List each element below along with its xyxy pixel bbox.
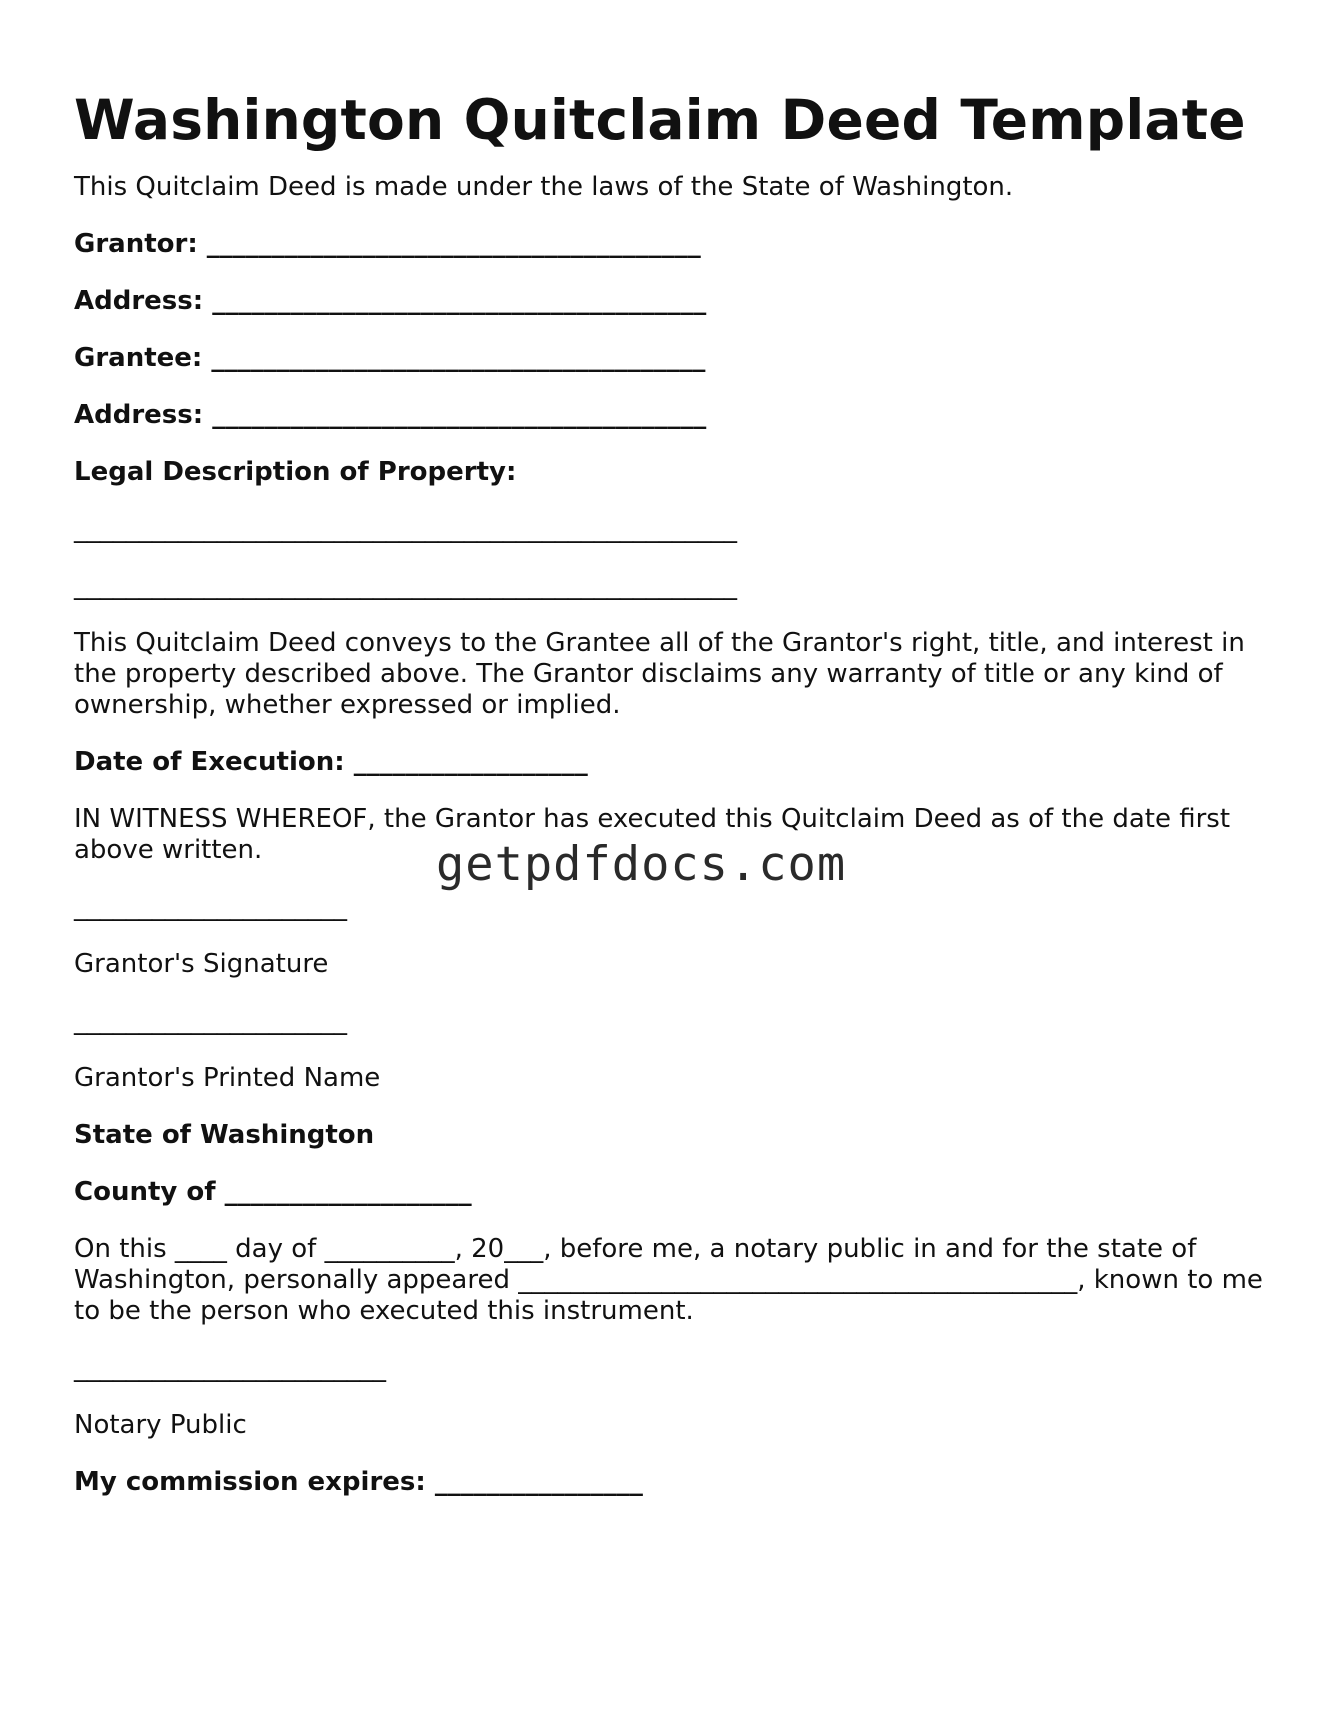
county-field: County of ___________________ <box>74 1177 472 1207</box>
commission-expires-field: My commission expires: ________________ <box>74 1467 643 1497</box>
printed-name-line: _____________________ <box>74 1006 347 1036</box>
printed-name-label: Grantor's Printed Name <box>74 1063 381 1093</box>
grantor-address-field: Address: ______________________________________ <box>74 286 707 316</box>
date-of-execution-field: Date of Execution: __________________ <box>74 747 588 777</box>
conveyance-text: This Quitclaim Deed conveys to the Grantee all of the Grantor's right, title, and interest in the property described above. The Grantor disclaims any warranty of title or any kind of ownership, whether expressed or implied. <box>74 628 1254 720</box>
watermark: getpdfdocs.com <box>436 837 847 892</box>
notary-signature-line: ________________________ <box>74 1353 386 1383</box>
document-page <box>74 88 1274 1498</box>
notary-text: On this ____ day of __________, 20___, before me, a notary public in and for the state of Washington, personally appeared ___________________________________________, known to me to be the person who executed this instrument. <box>74 1234 1272 1326</box>
legal-description-label: Legal Description of Property: <box>74 457 517 487</box>
document-title: Washington Quitclaim Deed Template <box>74 88 1246 152</box>
notary-label: Notary Public <box>74 1410 247 1440</box>
signature-label: Grantor's Signature <box>74 949 329 979</box>
grantee-field: Grantee: ______________________________________ <box>74 343 706 373</box>
witness-text: IN WITNESS WHEREOF, the Grantor has executed this Quitclaim Deed as of the date first above written. <box>74 804 1239 865</box>
state-heading: State of Washington <box>74 1120 375 1150</box>
grantor-field: Grantor: ______________________________________ <box>74 229 701 259</box>
legal-description-line: ___________________________________________________ <box>74 571 737 601</box>
legal-description-line: ___________________________________________________ <box>74 514 737 544</box>
grantee-address-field: Address: ______________________________________ <box>74 400 707 430</box>
signature-line: _____________________ <box>74 892 347 922</box>
intro-text: This Quitclaim Deed is made under the laws of the State of Washington. <box>74 172 1014 202</box>
